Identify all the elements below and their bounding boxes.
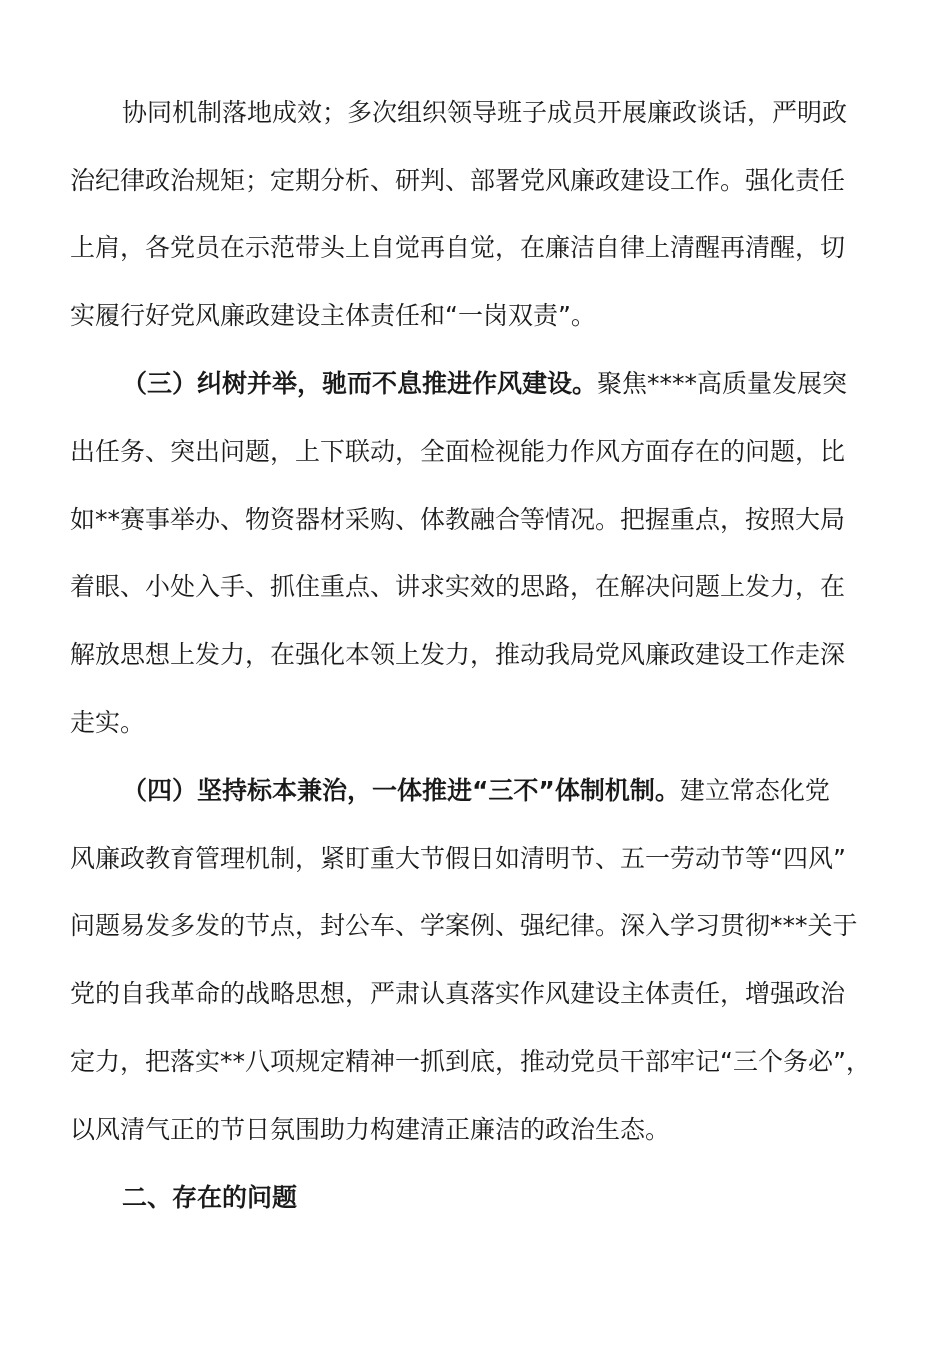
section-3-first-line: [122, 364, 880, 404]
paragraph-line: 问题易发多发的节点，封公车、学案例、强纪律。深入学习贯彻***关于: [70, 911, 858, 940]
paragraph-line: 着眼、小处入手、抓住重点、讲求实效的思路，在解决问题上发力，在: [70, 572, 846, 601]
paragraph-line: 定力，把落实**八项规定精神一抓到底，推动党员干部牢记“三个务必”，: [70, 1047, 871, 1076]
paragraph-line: 协同机制落地成效；多次组织领导班子成员开展廉政谈话，严明政: [122, 98, 848, 127]
section-4-first-line: [122, 771, 880, 811]
section-3-heading: （三）纠树并举，驰而不息推进作风建设。: [122, 369, 598, 398]
paragraph-line: 上肩，各党员在示范带头上自觉再自觉，在廉洁自律上清醒再清醒，切: [70, 233, 846, 262]
section-3-lead-text: 聚焦****高质量发展突: [597, 369, 848, 398]
paragraph-line: 出任务、突出问题，上下联动，全面检视能力作风方面存在的问题，比: [70, 437, 846, 466]
paragraph-line: 以风清气正的节日氛围助力构建清正廉洁的政治生态。: [70, 1115, 671, 1144]
paragraph-line: 实履行好党风廉政建设主体责任和“一岗双责”。: [70, 301, 596, 330]
paragraph-line: 如**赛事举办、物资器材采购、体教融合等情况。把握重点，按照大局: [70, 505, 846, 534]
section-4-lead-text: 建立常态化党: [679, 776, 830, 805]
paragraph-line: 风廉政教育管理机制，紧盯重大节假日如清明节、五一劳动节等“四风”: [70, 844, 846, 873]
paragraph-line: 解放思想上发力，在强化本领上发力，推动我局党风廉政建设工作走深: [70, 640, 846, 669]
section-title: 二、存在的问题: [122, 1183, 298, 1212]
paragraph-line: 治纪律政治规矩；定期分析、研判、部署党风廉政建设工作。强化责任: [70, 166, 846, 195]
paragraph-line: 党的自我革命的战略思想，严肃认真落实作风建设主体责任，增强政治: [70, 979, 846, 1008]
paragraph-line: 走实。: [70, 708, 146, 737]
section-4-heading: （四）坚持标本兼治，一体推进“三不”体制机制。: [122, 776, 680, 805]
